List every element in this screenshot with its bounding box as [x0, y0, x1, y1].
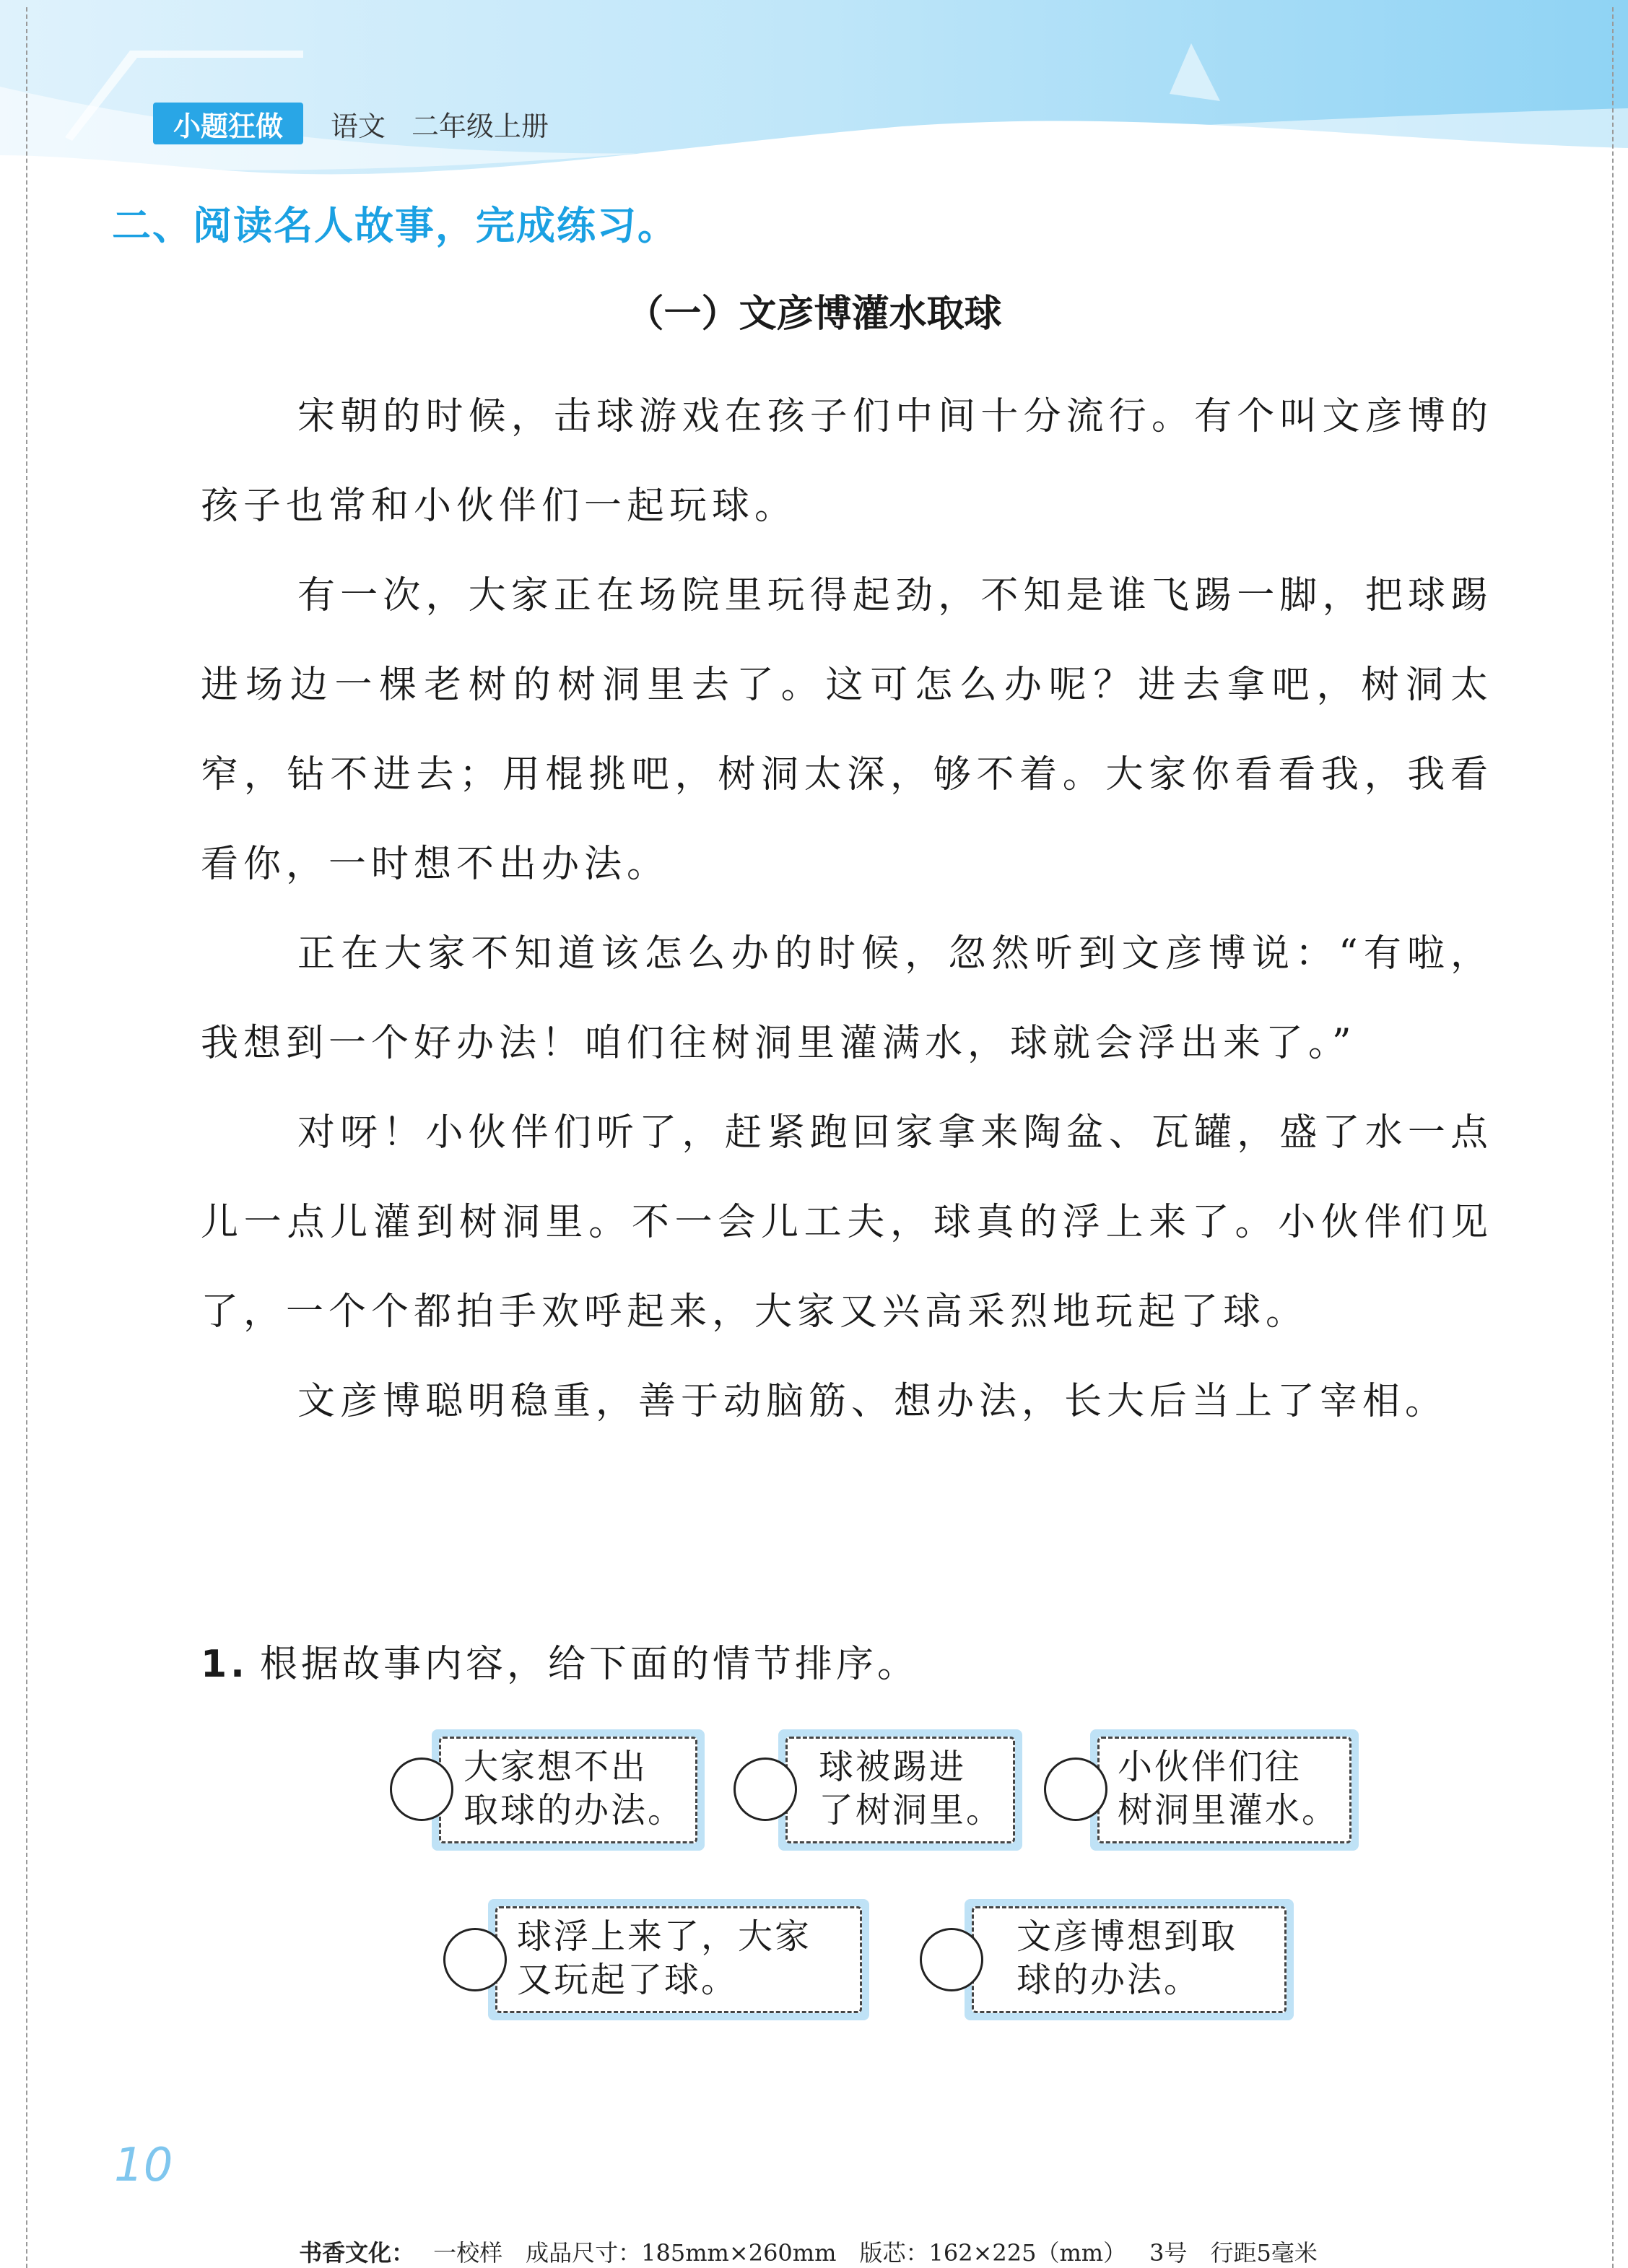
event-text: 小伙伴们往 树洞里灌水。	[1118, 1747, 1339, 1830]
header-subject	[331, 103, 549, 144]
event-card-1	[432, 1729, 705, 1851]
footer-proof: 一校样	[433, 2239, 503, 2267]
book-series-badge: 小题狂做	[153, 103, 303, 144]
event-card-3	[1090, 1729, 1359, 1851]
story-paragraph: 有一次，大家正在场院里玩得起劲，不知是谁飞踢一脚，把球踢进场边一棵老树的树洞里去了。这可怎么办呢？进去拿吧，树洞太窄，钻不进去；用棍挑吧，树洞太深，够不着。大家你看看我，我看看你，一时想不出办法。	[201, 574, 1493, 886]
subject-label: 语文	[331, 110, 386, 142]
story-paragraph: 宋朝的时候，击球游戏在孩子们中间十分流行。有个叫文彦博的孩子也常和小伙伴们一起玩球。	[201, 395, 1493, 528]
order-answer-circle-1[interactable]	[390, 1758, 453, 1821]
footer-core: 版芯：162×225（mm）	[859, 2239, 1127, 2267]
question-1	[201, 1633, 1493, 1687]
order-answer-circle-5[interactable]	[920, 1928, 983, 1991]
trim-line-right	[1612, 7, 1614, 2268]
event-text: 球浮上来了，大家 又玩起了球。	[517, 1916, 812, 2000]
event-text: 球被踢进 了树洞里。	[819, 1747, 1004, 1830]
event-text: 文彦博想到取 球的办法。	[1017, 1916, 1238, 2000]
event-text: 大家想不出 取球的办法。	[463, 1747, 685, 1830]
footer-size: 成品尺寸：185mm×260mm	[526, 2239, 837, 2267]
section-title: 二、阅读名人故事，完成练习。	[112, 203, 678, 248]
page-number: 10	[114, 2139, 173, 2192]
order-answer-circle-4[interactable]	[443, 1928, 507, 1991]
story-paragraph: 对呀！小伙伴们听了，赶紧跑回家拿来陶盆、瓦罐，盛了水一点儿一点儿灌到树洞里。不一会儿工夫，球真的浮上来了。小伙伴们见了，一个个都拍手欢呼起来，大家又兴高采烈地玩起了球。	[201, 1111, 1493, 1334]
story-paragraph: 正在大家不知道该怎么办的时候，忽然听到文彦博说：“有啦，我想到一个好办法！咱们往树洞里灌满水，球就会浮出来了。”	[201, 932, 1493, 1065]
story-paragraph: 文彦博聪明稳重，善于动脑筋、想办法，长大后当上了宰相。	[297, 1380, 1448, 1423]
order-answer-circle-2[interactable]	[734, 1758, 797, 1821]
print-footer	[0, 2235, 1628, 2268]
story-body	[201, 372, 1493, 1446]
trim-line-left	[26, 7, 27, 2268]
event-card-5	[965, 1899, 1294, 2020]
story-title: （一）文彦博灌水取球	[626, 292, 1002, 336]
question-number: 1.	[201, 1643, 248, 1686]
order-answer-circle-3[interactable]	[1044, 1758, 1107, 1821]
question-text: 根据故事内容，给下面的情节排序。	[259, 1643, 918, 1686]
grade-label: 二年级上册	[412, 110, 549, 142]
footer-font: 3号	[1149, 2239, 1188, 2267]
footer-spacing: 行距5毫米	[1210, 2239, 1318, 2267]
event-card-2	[778, 1729, 1022, 1851]
event-card-4	[488, 1899, 869, 2020]
footer-brand: 书香文化：	[299, 2239, 415, 2267]
